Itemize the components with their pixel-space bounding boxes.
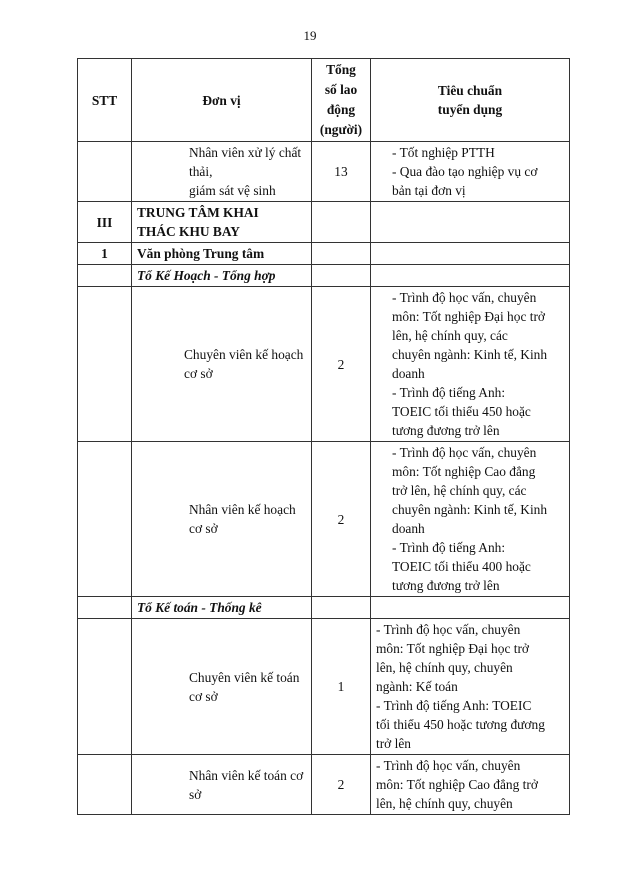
- total-cell: 13: [312, 142, 371, 202]
- criteria-cell: - Trình độ học vấn, chuyên môn: Tốt nghiệp Đại học trở lên, hệ chính quy, các chuyên ngành: Kinh tế, Kinh doanh - Trình độ tiếng Anh: TOEIC tối thiểu 450 hoặc tương đương trở lên: [371, 287, 570, 442]
- stt-cell: [78, 442, 132, 597]
- group-row: [78, 265, 570, 287]
- total-cell: [312, 597, 371, 619]
- section-row: [78, 202, 570, 243]
- recruitment-table: [77, 58, 570, 815]
- table-row: [78, 442, 570, 597]
- criteria-cell: - Trình độ học vấn, chuyên môn: Tốt nghiệp Đại học trở lên, hệ chính quy, chuyên ngành: Kế toán - Trình độ tiếng Anh: TOEIC tối thiểu 450 hoặc tương đương trở lên: [371, 619, 570, 755]
- total-cell: 2: [312, 442, 371, 597]
- criteria-cell: [371, 597, 570, 619]
- total-cell: 1: [312, 619, 371, 755]
- group-title: Tổ Kế Hoạch - Tổng hợp: [132, 265, 312, 287]
- table-row: [78, 287, 570, 442]
- unit-cell: Chuyên viên kế hoạch cơ sở: [132, 287, 312, 442]
- unit-cell: Nhân viên kế toán cơ sở: [132, 755, 312, 815]
- stt-cell: 1: [78, 243, 132, 265]
- section-title: TRUNG TÂM KHAI THÁC KHU BAY: [132, 202, 312, 243]
- stt-cell: [78, 142, 132, 202]
- stt-cell: III: [78, 202, 132, 243]
- unit-cell: Nhân viên xử lý chất thải, giám sát vệ sinh: [132, 142, 312, 202]
- subsection-row: [78, 243, 570, 265]
- header-total: Tổng số lao động (người): [312, 59, 371, 142]
- stt-cell: [78, 265, 132, 287]
- total-cell: 2: [312, 287, 371, 442]
- stt-cell: [78, 287, 132, 442]
- header-unit: Đơn vị: [132, 59, 312, 142]
- criteria-cell: [371, 243, 570, 265]
- total-cell: [312, 202, 371, 243]
- unit-cell: Nhân viên kế hoạch cơ sở: [132, 442, 312, 597]
- table-header-row: [78, 59, 570, 142]
- header-criteria: Tiêu chuẩn tuyển dụng: [371, 59, 570, 142]
- table-row: [78, 619, 570, 755]
- total-cell: 2: [312, 755, 371, 815]
- table-row: [78, 142, 570, 202]
- group-row: [78, 597, 570, 619]
- criteria-cell: - Tốt nghiệp PTTH - Qua đào tạo nghiệp vụ cơ bản tại đơn vị: [371, 142, 570, 202]
- group-title: Tổ Kế toán - Thống kê: [132, 597, 312, 619]
- stt-cell: [78, 755, 132, 815]
- page-number: 19: [303, 28, 317, 43]
- total-cell: [312, 243, 371, 265]
- unit-cell: Chuyên viên kế toán cơ sở: [132, 619, 312, 755]
- stt-cell: [78, 619, 132, 755]
- stt-cell: [78, 597, 132, 619]
- total-cell: [312, 265, 371, 287]
- criteria-cell: - Trình độ học vấn, chuyên môn: Tốt nghiệp Cao đẳng trở lên, hệ chính quy, các chuyên ngành: Kinh tế, Kinh doanh - Trình độ tiếng Anh: TOEIC tối thiểu 400 hoặc tương đương trở lên: [371, 442, 570, 597]
- header-stt: STT: [78, 59, 132, 142]
- criteria-cell: [371, 265, 570, 287]
- criteria-cell: [371, 202, 570, 243]
- table-row: [78, 755, 570, 815]
- criteria-cell: - Trình độ học vấn, chuyên môn: Tốt nghiệp Cao đẳng trở lên, hệ chính quy, chuyên: [371, 755, 570, 815]
- subsection-title: Văn phòng Trung tâm: [132, 243, 312, 265]
